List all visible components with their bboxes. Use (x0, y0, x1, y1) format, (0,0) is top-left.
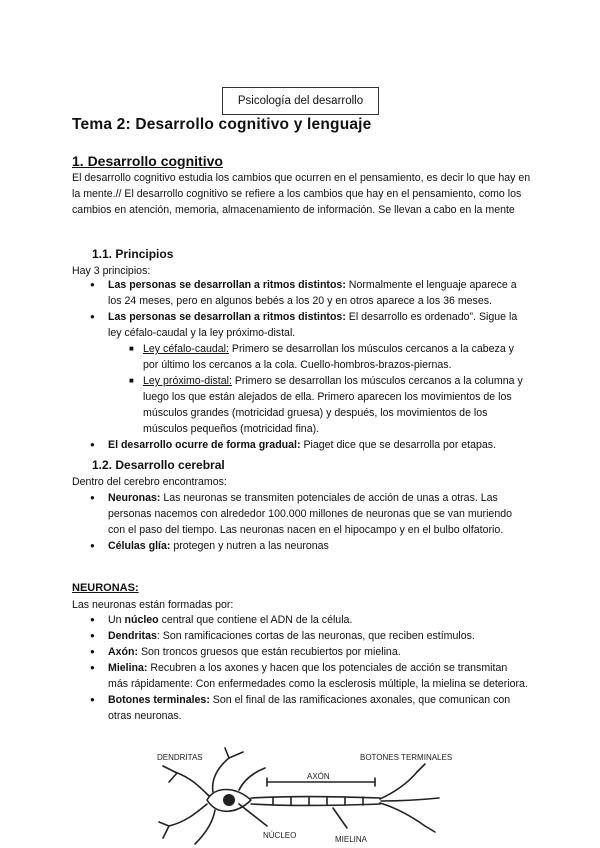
principle-title: Las personas se desarrollan a ritmos distintos: (108, 311, 346, 323)
sub-list-item (108, 341, 530, 373)
part-prefix: Un (108, 614, 125, 626)
axon-terminal-branch (425, 826, 435, 832)
neuron-diagram (155, 742, 455, 848)
section-1-heading: 1. Desarrollo cognitivo (72, 153, 223, 169)
dendrite-branch (239, 768, 265, 790)
myelin-segments (273, 797, 363, 805)
part-title: núcleo (124, 614, 159, 626)
part-text: : Son ramificaciones cortas de las neuronas, que reciben estímulos. (156, 630, 475, 642)
neuronas-list (90, 612, 530, 724)
sub-list-item (108, 373, 530, 437)
axon-line-bottom (251, 804, 380, 806)
nucleo-label: NÚCLEO (263, 831, 297, 840)
term-text: Las neuronas se transmiten potenciales de acción de unas a otras. Las personas nacemos con alrededor 100.000 millones de neuronas que se van muriendo con el paso del tiempo. Las neuronas nacen en el hipocampo y en el bulbo olfatorio. (108, 492, 513, 536)
part-text: Recubren a los axones y hacen que los potenciales de acción se transmitan más rápidamente: Con enfermedades como la esclerosis múltiple, la mielina se deteriora. (108, 662, 528, 690)
botones-label: BOTONES TERMINALES (360, 753, 453, 762)
dendrite-branch (213, 758, 229, 792)
law-text: Primero se desarrollan los músculos cercanos a la cabeza y por último los cercanos a la cola. Cuello-hombros-brazos-piernas. (143, 343, 514, 371)
dendrite-branch (175, 772, 209, 796)
list-item (90, 660, 530, 692)
course-header-box (222, 87, 379, 115)
list-item (90, 692, 530, 724)
cerebral-intro: Dentro del cerebro encontramos: (72, 476, 227, 488)
dendrite-branch (225, 748, 229, 758)
principios-list (90, 277, 530, 453)
principle-text: Piaget dice que se desarrolla por etapas. (300, 439, 497, 451)
part-title: Botones terminales: (108, 694, 210, 706)
part-text: Son el final de las ramificaciones axonales, que comunican con otras neuronas. (108, 694, 511, 722)
cerebral-heading: 1.2. Desarrollo cerebral (92, 458, 225, 472)
nucleus-dot (223, 794, 235, 806)
neuronas-intro: Las neuronas están formadas por: (72, 599, 234, 611)
dendrite-branch (169, 804, 207, 826)
neuronas-heading: NEURONAS: (72, 582, 139, 594)
principle-title: Las personas se desarrollan a ritmos distintos: (108, 279, 346, 291)
section-1-paragraph: El desarrollo cognitivo estudia los cambios que ocurren en el pensamiento, es decir lo que hay en la mente.// El desarrollo cognitivo se refiere a los cambios que hay en el pensamiento, como los cambios en atención, memoria, almacenamiento de información. Se llevan a cabo en la mente (72, 172, 531, 216)
dendrite-branch (169, 773, 177, 782)
dendrite-branch (163, 826, 169, 838)
mielina-pointer (333, 808, 347, 828)
law-label: Ley próximo-distal: (143, 375, 232, 387)
axon-terminal-branch (417, 764, 425, 772)
dendritas-label: DENDRITAS (157, 753, 203, 762)
dendrite-branch (163, 766, 175, 772)
principios-intro: Hay 3 principios: (72, 265, 151, 277)
part-title: Mielina: (108, 662, 148, 674)
term-title: Neuronas: (108, 492, 161, 504)
document-title: Tema 2: Desarrollo cognitivo y lenguaje (72, 116, 372, 133)
cerebral-list (90, 490, 530, 554)
mielina-label: MIELINA (335, 835, 368, 844)
axon-terminal-branch (380, 772, 417, 799)
principle-text: Normalmente el lenguaje aparece a los 24 meses, pero en algunos bebés a los 20 y en otros aparece a los 36 meses. (108, 279, 517, 307)
part-title: Dendritas (108, 630, 157, 642)
list-item (90, 490, 530, 538)
law-label: Ley céfalo-caudal: (143, 343, 229, 355)
list-item (90, 628, 530, 644)
axon-terminal-branch (381, 798, 439, 801)
law-text: Primero se desarrollan los músculos cercanos a la columna y luego los que están alejados de ella. Primero aparecen los movimientos de los músculos grandes (motricidad gruesa) y después, los movimientos de los músculos pequeños (motricidad fina). (143, 375, 523, 435)
part-title: Axón: (108, 646, 139, 658)
principle-text: El desarrollo es ordenado”. Sigue la ley céfalo-caudal y la ley próximo-distal. (108, 311, 518, 339)
principios-heading: 1.1. Principios (92, 247, 174, 261)
list-item (90, 612, 530, 628)
list-item (90, 644, 530, 660)
part-text: Son troncos gruesos que están recubiertos por mielina. (138, 646, 401, 658)
dendrite-branch (159, 822, 169, 826)
dendrite-branch (195, 810, 215, 844)
axon-label: AXÓN (307, 772, 330, 781)
dendrite-branch (229, 752, 243, 758)
principle-title: El desarrollo ocurre de forma gradual: (108, 439, 301, 451)
principios-sublist (108, 341, 530, 437)
part-text: central que contiene el ADN de la célula. (158, 614, 353, 626)
list-item (90, 538, 530, 554)
nucleo-pointer (239, 804, 267, 826)
axon-terminal-branch (380, 803, 425, 826)
list-item (90, 277, 530, 309)
course-name: Psicología del desarrollo (237, 95, 364, 107)
term-title: Células glía: (108, 540, 171, 552)
axon-line-top (251, 797, 380, 799)
term-text: protegen y nutren a las neuronas (170, 540, 329, 552)
list-item (90, 437, 530, 453)
list-item (90, 309, 530, 437)
